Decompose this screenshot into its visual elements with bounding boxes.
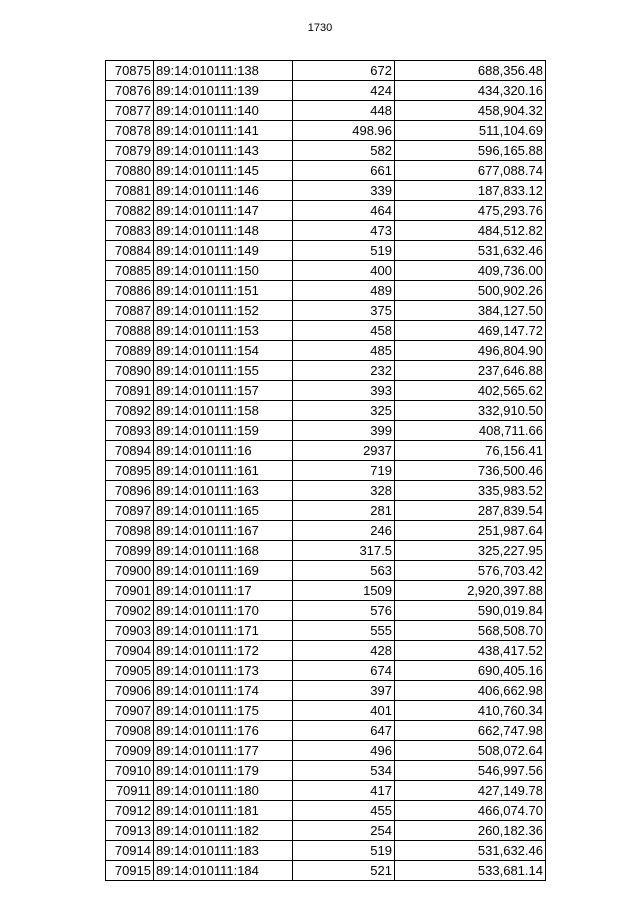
- row-id-cell: 70914: [106, 841, 154, 861]
- row-id-cell: 70876: [106, 81, 154, 101]
- row-id-cell: 70885: [106, 261, 154, 281]
- row-id-cell: 70879: [106, 141, 154, 161]
- amount-cell: 688,356.48: [395, 61, 546, 81]
- quantity-cell: 424: [293, 81, 395, 101]
- cadastral-number-cell: 89:14:010111:173: [154, 661, 293, 681]
- row-id-cell: 70905: [106, 661, 154, 681]
- table-row: [106, 681, 546, 701]
- cadastral-number-cell: 89:14:010111:163: [154, 481, 293, 501]
- quantity-cell: 317.5: [293, 541, 395, 561]
- row-id-cell: 70877: [106, 101, 154, 121]
- row-id-cell: 70902: [106, 601, 154, 621]
- row-id-cell: 70903: [106, 621, 154, 641]
- table-row: [106, 701, 546, 721]
- row-id-cell: 70915: [106, 861, 154, 881]
- row-id-cell: 70900: [106, 561, 154, 581]
- cadastral-number-cell: 89:14:010111:172: [154, 641, 293, 661]
- amount-cell: 496,804.90: [395, 341, 546, 361]
- table-row: [106, 861, 546, 881]
- amount-cell: 677,088.74: [395, 161, 546, 181]
- quantity-cell: 563: [293, 561, 395, 581]
- cadastral-number-cell: 89:14:010111:140: [154, 101, 293, 121]
- table-row: [106, 461, 546, 481]
- quantity-cell: 325: [293, 401, 395, 421]
- table-row: [106, 401, 546, 421]
- table-row: [106, 161, 546, 181]
- table-row: [106, 521, 546, 541]
- amount-cell: 596,165.88: [395, 141, 546, 161]
- cadastral-number-cell: 89:14:010111:157: [154, 381, 293, 401]
- table-row: [106, 81, 546, 101]
- amount-cell: 427,149.78: [395, 781, 546, 801]
- row-id-cell: 70906: [106, 681, 154, 701]
- row-id-cell: 70891: [106, 381, 154, 401]
- table-row: [106, 381, 546, 401]
- amount-cell: 590,019.84: [395, 601, 546, 621]
- quantity-cell: 401: [293, 701, 395, 721]
- cadastral-number-cell: 89:14:010111:154: [154, 341, 293, 361]
- table-row: [106, 781, 546, 801]
- amount-cell: 410,760.34: [395, 701, 546, 721]
- data-table: [105, 60, 546, 881]
- quantity-cell: 397: [293, 681, 395, 701]
- quantity-cell: 400: [293, 261, 395, 281]
- cadastral-number-cell: 89:14:010111:149: [154, 241, 293, 261]
- quantity-cell: 519: [293, 241, 395, 261]
- table-row: [106, 841, 546, 861]
- amount-cell: 736,500.46: [395, 461, 546, 481]
- amount-cell: 237,646.88: [395, 361, 546, 381]
- cadastral-number-cell: 89:14:010111:170: [154, 601, 293, 621]
- quantity-cell: 393: [293, 381, 395, 401]
- row-id-cell: 70894: [106, 441, 154, 461]
- cadastral-number-cell: 89:14:010111:159: [154, 421, 293, 441]
- quantity-cell: 254: [293, 821, 395, 841]
- quantity-cell: 473: [293, 221, 395, 241]
- table-row: [106, 721, 546, 741]
- quantity-cell: 674: [293, 661, 395, 681]
- amount-cell: 475,293.76: [395, 201, 546, 221]
- quantity-cell: 496: [293, 741, 395, 761]
- quantity-cell: 328: [293, 481, 395, 501]
- amount-cell: 508,072.64: [395, 741, 546, 761]
- cadastral-number-cell: 89:14:010111:184: [154, 861, 293, 881]
- amount-cell: 187,833.12: [395, 181, 546, 201]
- cadastral-number-cell: 89:14:010111:167: [154, 521, 293, 541]
- cadastral-number-cell: 89:14:010111:139: [154, 81, 293, 101]
- table-row: [106, 321, 546, 341]
- cadastral-number-cell: 89:14:010111:161: [154, 461, 293, 481]
- quantity-cell: 339: [293, 181, 395, 201]
- table-row: [106, 101, 546, 121]
- row-id-cell: 70880: [106, 161, 154, 181]
- cadastral-number-cell: 89:14:010111:147: [154, 201, 293, 221]
- amount-cell: 531,632.46: [395, 241, 546, 261]
- amount-cell: 402,565.62: [395, 381, 546, 401]
- quantity-cell: 1509: [293, 581, 395, 601]
- table-row: [106, 601, 546, 621]
- row-id-cell: 70875: [106, 61, 154, 81]
- quantity-cell: 375: [293, 301, 395, 321]
- quantity-cell: 498.96: [293, 121, 395, 141]
- cadastral-number-cell: 89:14:010111:183: [154, 841, 293, 861]
- cadastral-number-cell: 89:14:010111:169: [154, 561, 293, 581]
- cadastral-number-cell: 89:14:010111:148: [154, 221, 293, 241]
- row-id-cell: 70882: [106, 201, 154, 221]
- amount-cell: 466,074.70: [395, 801, 546, 821]
- table-row: [106, 441, 546, 461]
- row-id-cell: 70913: [106, 821, 154, 841]
- quantity-cell: 232: [293, 361, 395, 381]
- amount-cell: 406,662.98: [395, 681, 546, 701]
- amount-cell: 408,711.66: [395, 421, 546, 441]
- cadastral-number-cell: 89:14:010111:176: [154, 721, 293, 741]
- row-id-cell: 70883: [106, 221, 154, 241]
- cadastral-number-cell: 89:14:010111:153: [154, 321, 293, 341]
- table-row: [106, 341, 546, 361]
- amount-cell: 325,227.95: [395, 541, 546, 561]
- amount-cell: 76,156.41: [395, 441, 546, 461]
- amount-cell: 531,632.46: [395, 841, 546, 861]
- cadastral-number-cell: 89:14:010111:181: [154, 801, 293, 821]
- quantity-cell: 576: [293, 601, 395, 621]
- row-id-cell: 70890: [106, 361, 154, 381]
- row-id-cell: 70892: [106, 401, 154, 421]
- table-row: [106, 561, 546, 581]
- amount-cell: 690,405.16: [395, 661, 546, 681]
- table-row: [106, 761, 546, 781]
- cadastral-number-cell: 89:14:010111:182: [154, 821, 293, 841]
- quantity-cell: 281: [293, 501, 395, 521]
- quantity-cell: 2937: [293, 441, 395, 461]
- quantity-cell: 489: [293, 281, 395, 301]
- amount-cell: 332,910.50: [395, 401, 546, 421]
- row-id-cell: 70899: [106, 541, 154, 561]
- table-row: [106, 141, 546, 161]
- row-id-cell: 70887: [106, 301, 154, 321]
- row-id-cell: 70911: [106, 781, 154, 801]
- amount-cell: 458,904.32: [395, 101, 546, 121]
- table-row: [106, 641, 546, 661]
- table-body: [106, 61, 546, 881]
- row-id-cell: 70888: [106, 321, 154, 341]
- quantity-cell: 417: [293, 781, 395, 801]
- row-id-cell: 70893: [106, 421, 154, 441]
- row-id-cell: 70878: [106, 121, 154, 141]
- table-row: [106, 61, 546, 81]
- quantity-cell: 455: [293, 801, 395, 821]
- table-row: [106, 261, 546, 281]
- table-row: [106, 281, 546, 301]
- row-id-cell: 70886: [106, 281, 154, 301]
- amount-cell: 384,127.50: [395, 301, 546, 321]
- table-row: [106, 181, 546, 201]
- amount-cell: 484,512.82: [395, 221, 546, 241]
- cadastral-number-cell: 89:14:010111:168: [154, 541, 293, 561]
- row-id-cell: 70881: [106, 181, 154, 201]
- cadastral-number-cell: 89:14:010111:179: [154, 761, 293, 781]
- table-row: [106, 661, 546, 681]
- cadastral-number-cell: 89:14:010111:151: [154, 281, 293, 301]
- table-row: [106, 821, 546, 841]
- quantity-cell: 464: [293, 201, 395, 221]
- quantity-cell: 485: [293, 341, 395, 361]
- row-id-cell: 70908: [106, 721, 154, 741]
- table-row: [106, 221, 546, 241]
- cadastral-number-cell: 89:14:010111:152: [154, 301, 293, 321]
- cadastral-number-cell: 89:14:010111:174: [154, 681, 293, 701]
- cadastral-number-cell: 89:14:010111:16: [154, 441, 293, 461]
- amount-cell: 533,681.14: [395, 861, 546, 881]
- row-id-cell: 70897: [106, 501, 154, 521]
- amount-cell: 568,508.70: [395, 621, 546, 641]
- amount-cell: 662,747.98: [395, 721, 546, 741]
- cadastral-number-cell: 89:14:010111:175: [154, 701, 293, 721]
- row-id-cell: 70884: [106, 241, 154, 261]
- table-row: [106, 741, 546, 761]
- quantity-cell: 582: [293, 141, 395, 161]
- row-id-cell: 70895: [106, 461, 154, 481]
- quantity-cell: 246: [293, 521, 395, 541]
- quantity-cell: 521: [293, 861, 395, 881]
- table-row: [106, 581, 546, 601]
- row-id-cell: 70898: [106, 521, 154, 541]
- quantity-cell: 534: [293, 761, 395, 781]
- row-id-cell: 70896: [106, 481, 154, 501]
- quantity-cell: 428: [293, 641, 395, 661]
- quantity-cell: 661: [293, 161, 395, 181]
- cadastral-number-cell: 89:14:010111:158: [154, 401, 293, 421]
- table-row: [106, 201, 546, 221]
- row-id-cell: 70901: [106, 581, 154, 601]
- cadastral-number-cell: 89:14:010111:165: [154, 501, 293, 521]
- amount-cell: 511,104.69: [395, 121, 546, 141]
- amount-cell: 546,997.56: [395, 761, 546, 781]
- cadastral-number-cell: 89:14:010111:145: [154, 161, 293, 181]
- row-id-cell: 70889: [106, 341, 154, 361]
- table-row: [106, 121, 546, 141]
- cadastral-number-cell: 89:14:010111:143: [154, 141, 293, 161]
- amount-cell: 576,703.42: [395, 561, 546, 581]
- table-row: [106, 501, 546, 521]
- cadastral-number-cell: 89:14:010111:141: [154, 121, 293, 141]
- amount-cell: 287,839.54: [395, 501, 546, 521]
- table-row: [106, 421, 546, 441]
- table-row: [106, 241, 546, 261]
- cadastral-number-cell: 89:14:010111:138: [154, 61, 293, 81]
- cadastral-number-cell: 89:14:010111:171: [154, 621, 293, 641]
- cadastral-number-cell: 89:14:010111:180: [154, 781, 293, 801]
- table-row: [106, 541, 546, 561]
- quantity-cell: 647: [293, 721, 395, 741]
- row-id-cell: 70909: [106, 741, 154, 761]
- amount-cell: 438,417.52: [395, 641, 546, 661]
- page-number: 1730: [307, 22, 333, 34]
- amount-cell: 2,920,397.88: [395, 581, 546, 601]
- cadastral-number-cell: 89:14:010111:146: [154, 181, 293, 201]
- quantity-cell: 519: [293, 841, 395, 861]
- table-row: [106, 301, 546, 321]
- table-row: [106, 481, 546, 501]
- cadastral-number-cell: 89:14:010111:177: [154, 741, 293, 761]
- quantity-cell: 399: [293, 421, 395, 441]
- amount-cell: 500,902.26: [395, 281, 546, 301]
- amount-cell: 260,182.36: [395, 821, 546, 841]
- table-row: [106, 801, 546, 821]
- cadastral-number-cell: 89:14:010111:17: [154, 581, 293, 601]
- quantity-cell: 672: [293, 61, 395, 81]
- row-id-cell: 70910: [106, 761, 154, 781]
- quantity-cell: 555: [293, 621, 395, 641]
- table-row: [106, 361, 546, 381]
- quantity-cell: 458: [293, 321, 395, 341]
- amount-cell: 251,987.64: [395, 521, 546, 541]
- quantity-cell: 448: [293, 101, 395, 121]
- amount-cell: 409,736.00: [395, 261, 546, 281]
- quantity-cell: 719: [293, 461, 395, 481]
- row-id-cell: 70904: [106, 641, 154, 661]
- cadastral-number-cell: 89:14:010111:150: [154, 261, 293, 281]
- row-id-cell: 70912: [106, 801, 154, 821]
- cadastral-number-cell: 89:14:010111:155: [154, 361, 293, 381]
- amount-cell: 434,320.16: [395, 81, 546, 101]
- amount-cell: 335,983.52: [395, 481, 546, 501]
- table-row: [106, 621, 546, 641]
- amount-cell: 469,147.72: [395, 321, 546, 341]
- row-id-cell: 70907: [106, 701, 154, 721]
